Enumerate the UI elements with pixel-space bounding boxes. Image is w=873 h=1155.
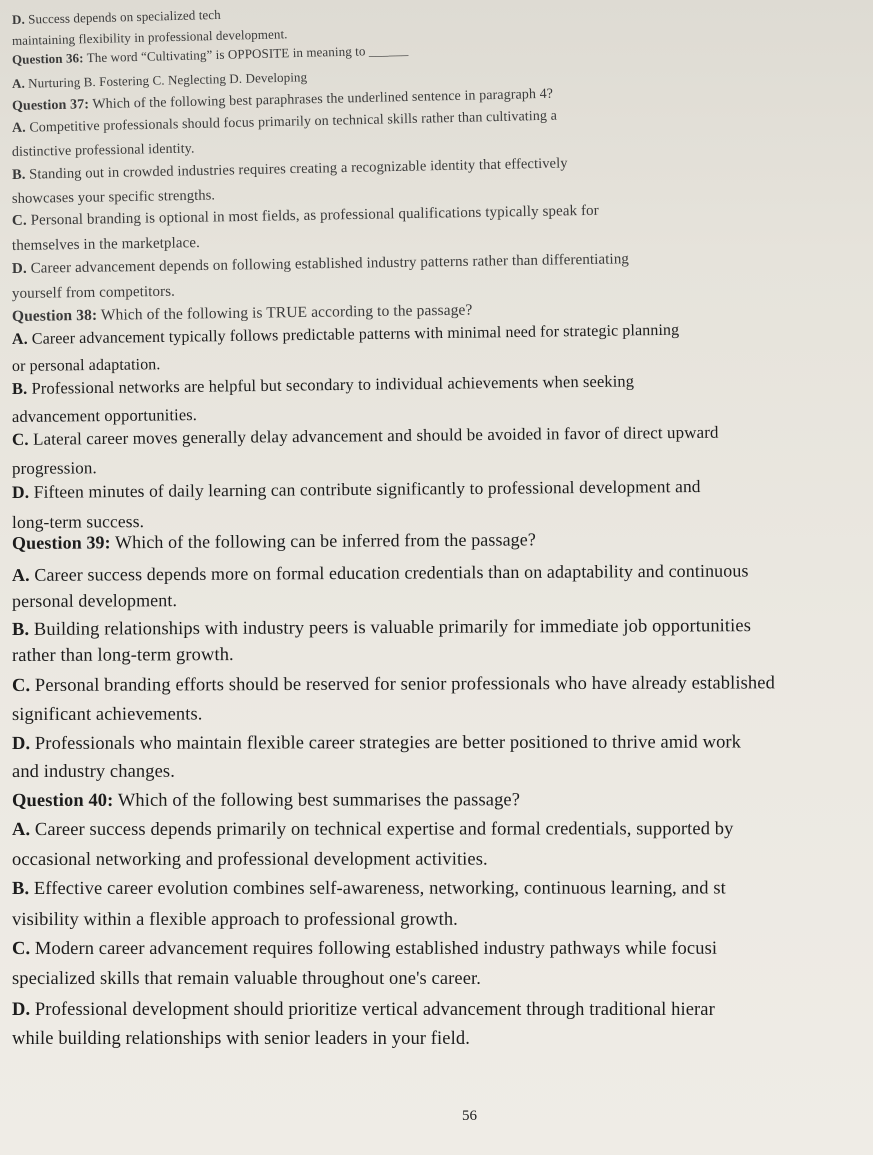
answer-line bbox=[12, 673, 775, 697]
option-letter: A. bbox=[11, 120, 26, 136]
answer-line bbox=[12, 423, 719, 450]
answer-line bbox=[12, 7, 221, 28]
answer-line: and industry changes. bbox=[11, 761, 175, 782]
page-number: 56 bbox=[462, 1108, 477, 1124]
option-text: Professional networks are helpful but secondary to individual achievements when seeking bbox=[27, 371, 635, 398]
answer-line: advancement opportunities. bbox=[11, 405, 198, 426]
answer-line bbox=[12, 561, 749, 586]
answer-line: personal development. bbox=[11, 590, 178, 611]
answer-line bbox=[12, 476, 701, 503]
option-letter: D. bbox=[11, 260, 27, 277]
option-text: Personal branding efforts should be reserved for senior professionals who have already established bbox=[30, 673, 775, 696]
option-letter: A. bbox=[11, 75, 25, 91]
question-number: Question 37: bbox=[11, 97, 90, 114]
answer-line: yourself from competitors. bbox=[11, 283, 176, 302]
option-letter: A. bbox=[11, 330, 28, 348]
option-letter: D. bbox=[11, 733, 31, 754]
option-text: Professional development should prioritize vertical advancement through traditional hierar bbox=[30, 999, 715, 1020]
answer-line: or personal adaptation. bbox=[11, 356, 161, 375]
answer-line bbox=[12, 322, 679, 349]
answer-line bbox=[12, 251, 629, 278]
answer-line bbox=[12, 616, 751, 641]
option-letter: B. bbox=[11, 878, 30, 899]
option-text: Nurturing B. Fostering C. Neglecting D. Developing bbox=[24, 69, 308, 91]
answer-line: showcases your specific strengths. bbox=[11, 187, 216, 207]
option-letter: B. bbox=[11, 166, 26, 183]
question-prompt: Which of the following best paraphrases the underlined sentence in paragraph 4? bbox=[88, 86, 554, 113]
question-prompt: The word “Cultivating” is OPPOSITE in meaning to ______ bbox=[83, 42, 409, 66]
option-text: Professionals who maintain flexible career strategies are better positioned to thrive amid work bbox=[30, 732, 742, 754]
answer-line bbox=[12, 371, 634, 399]
option-letter: A. bbox=[11, 564, 30, 585]
option-text: Standing out in crowded industries requires creating a recognizable identity that effectively bbox=[25, 155, 568, 183]
option-letter: C. bbox=[11, 212, 27, 229]
answer-line: distinctive professional identity. bbox=[11, 141, 195, 160]
option-letter: D. bbox=[11, 11, 26, 27]
option-text: Competitive professionals should focus primarily on technical skills rather than cultivating a bbox=[25, 108, 558, 136]
option-letter: D. bbox=[11, 999, 31, 1020]
option-text: Fifteen minutes of daily learning can contribute significantly to professional development and bbox=[29, 475, 701, 502]
answer-line: rather than long-term growth. bbox=[11, 645, 234, 666]
option-letter: A. bbox=[11, 819, 31, 840]
option-letter: C. bbox=[11, 675, 31, 696]
question-prompt: Which of the following can be inferred from the passage? bbox=[110, 529, 536, 553]
option-text: Lateral career moves generally delay advancement and should be avoided in favor of direct upward bbox=[28, 422, 719, 449]
question-number: Question 40: bbox=[11, 790, 114, 811]
option-letter: C. bbox=[11, 429, 29, 449]
option-letter: D. bbox=[11, 481, 30, 502]
answer-line bbox=[12, 879, 726, 900]
answer-line: visibility within a flexible approach to professional growth. bbox=[11, 909, 458, 930]
question-heading bbox=[12, 790, 520, 812]
option-text: Building relationships with industry peers is valuable primarily for immediate job opportunities bbox=[29, 616, 752, 640]
answer-line bbox=[12, 155, 568, 184]
option-text: Career advancement typically follows predictable patterns with minimal need for strategic planning bbox=[27, 321, 680, 348]
answer-line: long-term success. bbox=[11, 511, 145, 532]
answer-line: progression. bbox=[11, 458, 97, 478]
option-text: Career advancement depends on following established industry patterns rather than differentiating bbox=[26, 251, 630, 277]
option-text: Career success depends more on formal education credentials than on adaptability and continuous bbox=[29, 560, 749, 585]
answer-line: significant achievements. bbox=[11, 704, 203, 725]
answer-line: maintaining flexibility in professional development. bbox=[11, 26, 288, 48]
question-number: Question 38: bbox=[11, 306, 98, 325]
question-number: Question 39: bbox=[11, 532, 111, 553]
option-letter: C. bbox=[11, 938, 31, 959]
answer-line: specialized skills that remain valuable throughout one's career. bbox=[11, 968, 482, 989]
answer-line bbox=[12, 732, 741, 755]
answer-line: occasional networking and professional development activities. bbox=[11, 849, 488, 870]
question-heading bbox=[12, 529, 536, 554]
option-text: Career success depends primarily on technical expertise and formal credentials, supported by bbox=[30, 819, 734, 840]
option-text: Success depends on specialized tech bbox=[24, 6, 221, 27]
option-letter: B. bbox=[11, 619, 30, 640]
option-letter: B. bbox=[11, 378, 28, 398]
option-text: Effective career evolution combines self-awareness, networking, continuous learning, and st bbox=[29, 878, 726, 899]
option-text: Modern career advancement requires following established industry pathways while focusi bbox=[30, 938, 718, 959]
answer-line bbox=[12, 939, 717, 960]
question-prompt: Which of the following best summarises the passage? bbox=[113, 790, 521, 811]
answer-line bbox=[12, 819, 734, 841]
answer-line: themselves in the marketplace. bbox=[11, 235, 201, 254]
option-text: Personal branding is optional in most fields, as professional qualifications typically speak for bbox=[26, 202, 599, 229]
answer-line bbox=[12, 1000, 715, 1021]
question-heading bbox=[12, 302, 473, 326]
answer-line: while building relationships with senior leaders in your field. bbox=[12, 1029, 470, 1049]
answer-line bbox=[12, 69, 308, 92]
answer-line bbox=[12, 203, 599, 230]
question-prompt: Which of the following is TRUE according to the passage? bbox=[97, 301, 473, 324]
question-number: Question 36: bbox=[11, 50, 84, 67]
